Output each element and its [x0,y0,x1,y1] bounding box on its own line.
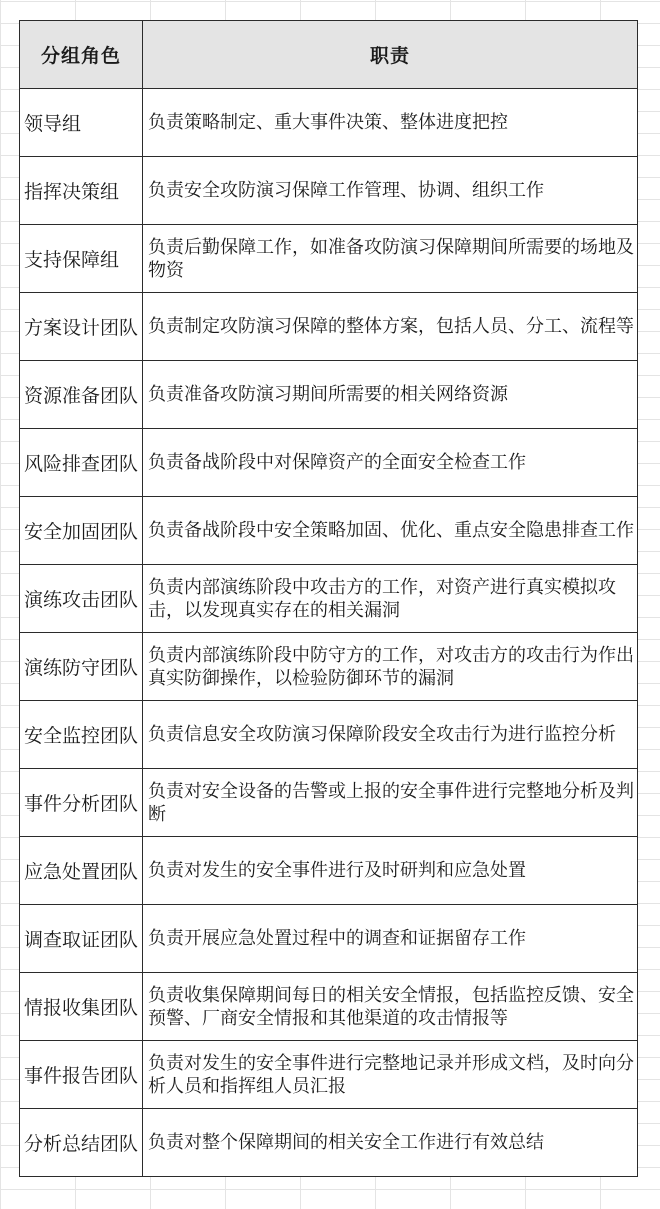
role-cell: 事件报告团队 [20,1041,143,1109]
table-row [20,633,638,701]
duty-cell: 负责备战阶段中安全策略加固、优化、重点安全隐患排查工作 [143,497,638,565]
duty-cell: 负责内部演练阶段中攻击方的工作，对资产进行真实模拟攻击，以发现真实存在的相关漏洞 [143,565,638,633]
role-cell: 方案设计团队 [20,293,143,361]
duty-cell: 负责准备攻防演习期间所需要的相关网络资源 [143,361,638,429]
duty-cell: 负责开展应急处置过程中的调查和证据留存工作 [143,905,638,973]
role-cell: 支持保障组 [20,225,143,293]
role-cell: 风险排查团队 [20,429,143,497]
table-row [20,361,638,429]
duty-cell: 负责策略制定、重大事件决策、整体进度把控 [143,89,638,157]
table-header-row [20,21,638,89]
table-body [20,89,638,1177]
table-row [20,293,638,361]
table-row [20,225,638,293]
duty-cell: 负责后勤保障工作，如准备攻防演习保障期间所需要的场地及物资 [143,225,638,293]
duty-cell: 负责内部演练阶段中防守方的工作，对攻击方的攻击行为作出真实防御操作，以检验防御环节的漏洞 [143,633,638,701]
table-row [20,89,638,157]
header-duty: 职责 [143,21,638,89]
duty-cell: 负责备战阶段中对保障资产的全面安全检查工作 [143,429,638,497]
duty-cell: 负责信息安全攻防演习保障阶段安全攻击行为进行监控分析 [143,701,638,769]
role-cell: 资源准备团队 [20,361,143,429]
role-cell: 分析总结团队 [20,1109,143,1177]
duty-cell: 负责对发生的安全事件进行及时研判和应急处置 [143,837,638,905]
duty-cell: 负责对整个保障期间的相关安全工作进行有效总结 [143,1109,638,1177]
table-row [20,701,638,769]
role-cell: 事件分析团队 [20,769,143,837]
table-row [20,837,638,905]
duty-cell: 负责制定攻防演习保障的整体方案，包括人员、分工、流程等 [143,293,638,361]
role-cell: 演练攻击团队 [20,565,143,633]
role-cell: 安全监控团队 [20,701,143,769]
role-cell: 情报收集团队 [20,973,143,1041]
table-row [20,905,638,973]
duty-cell: 负责对发生的安全事件进行完整地记录并形成文档，及时向分析人员和指挥组人员汇报 [143,1041,638,1109]
table-row [20,973,638,1041]
role-cell: 指挥决策组 [20,157,143,225]
table-row [20,565,638,633]
role-cell: 调查取证团队 [20,905,143,973]
role-cell: 应急处置团队 [20,837,143,905]
roles-duties-table [19,20,638,1177]
duty-cell: 负责收集保障期间每日的相关安全情报，包括监控反馈、安全预警、厂商安全情报和其他渠道的攻击情报等 [143,973,638,1041]
role-cell: 领导组 [20,89,143,157]
table-row [20,1041,638,1109]
table-row [20,1109,638,1177]
duty-cell: 负责对安全设备的告警或上报的安全事件进行完整地分析及判断 [143,769,638,837]
table-row [20,429,638,497]
table-row [20,497,638,565]
role-cell: 演练防守团队 [20,633,143,701]
table-row [20,769,638,837]
duty-cell: 负责安全攻防演习保障工作管理、协调、组织工作 [143,157,638,225]
header-role: 分组角色 [20,21,143,89]
role-cell: 安全加固团队 [20,497,143,565]
table-row [20,157,638,225]
